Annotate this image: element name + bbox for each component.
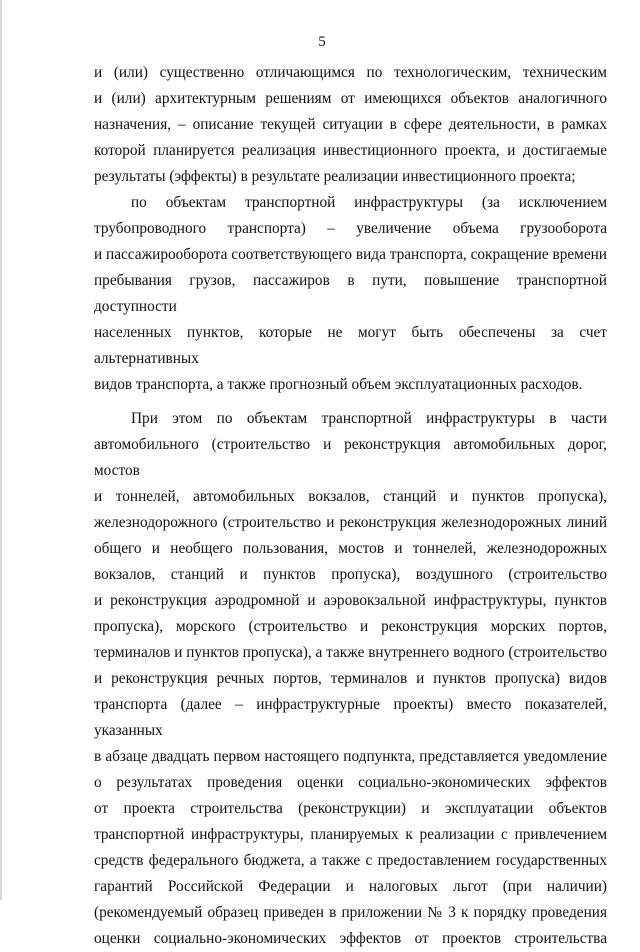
text-line: в абзаце двадцать первом настоящего подпункта, представляется уведомление: [94, 748, 607, 765]
text-line: пропуска), морского (строительство и реконструкция морских портов,: [94, 618, 607, 635]
text-line: вокзалов, станций и пунктов пропуска), воздушного (строительство: [94, 566, 607, 583]
document-body: [94, 60, 607, 952]
text-line: о результатах проведения оценки социально-экономических эффектов: [94, 774, 607, 791]
text-line: оценки социально-экономических эффектов от проектов строительства: [94, 930, 607, 947]
text-line: гарантий Российской Федерации и налоговых льгот (при наличии): [94, 878, 607, 895]
text-line: общего и необщего пользования, мостов и тоннелей, железнодорожных: [94, 540, 607, 557]
text-line: населенных пунктов, которые не могут быть обеспечены за счет альтернативных: [94, 324, 607, 367]
text-line: пребывания грузов, пассажиров в пути, повышение транспортной доступности: [94, 272, 607, 315]
text-line: автомобильного (строительство и реконструкция автомобильных дорог, мостов: [94, 436, 607, 479]
text-line: железнодорожного (строительство и реконструкция железнодорожных линий: [94, 514, 607, 531]
text-line: средств федерального бюджета, а также с предоставлением государственных: [94, 852, 607, 869]
paragraph-2: [94, 190, 607, 398]
text-line: и (или) архитектурным решениям от имеющихся объектов аналогичного: [94, 90, 607, 107]
text-line: назначения, – описание текущей ситуации в сфере деятельности, в рамках: [94, 116, 607, 133]
paragraph-1: [94, 60, 607, 190]
text-line: по объектам транспортной инфраструктуры (за исключением: [131, 194, 607, 211]
text-line: транспорта (далее – инфраструктурные проекты) вместо показателей, указанных: [94, 696, 607, 739]
text-line: результаты (эффекты) в результате реализации инвестиционного проекта;: [94, 168, 576, 185]
text-line: которой планируется реализация инвестиционного проекта, и достигаемые: [94, 142, 607, 159]
text-line: При этом по объектам транспортной инфраструктуры в части: [131, 410, 607, 427]
text-line: от проекта строительства (реконструкции) и эксплуатации объектов: [94, 800, 607, 817]
text-line: транспортной инфраструктуры, планируемых к реализации с привлечением: [94, 826, 607, 843]
text-line: и тоннелей, автомобильных вокзалов, станций и пунктов пропуска),: [94, 488, 607, 505]
text-line: терминалов и пунктов пропуска), а также внутреннего водного (строительство: [94, 644, 607, 661]
text-line: и (или) существенно отличающимся по технологическим, техническим: [94, 64, 607, 81]
page-number: 5: [318, 34, 326, 50]
text-line: видов транспорта, а также прогнозный объем эксплуатационных расходов.: [94, 376, 583, 393]
text-line: и реконструкция речных портов, терминалов и пунктов пропуска) видов: [94, 670, 607, 687]
paragraph-3: [94, 406, 607, 952]
text-line: трубопроводного транспорта) – увеличение объема грузооборота: [94, 220, 607, 237]
text-line: и пассажирооборота соответствующего вида транспорта, сокращение времени: [94, 246, 607, 263]
text-line: и реконструкция аэродромной и аэровокзальной инфраструктуры, пунктов: [94, 592, 607, 609]
text-line: (рекомендуемый образец приведен в приложении № 3 к порядку проведения: [94, 904, 607, 921]
